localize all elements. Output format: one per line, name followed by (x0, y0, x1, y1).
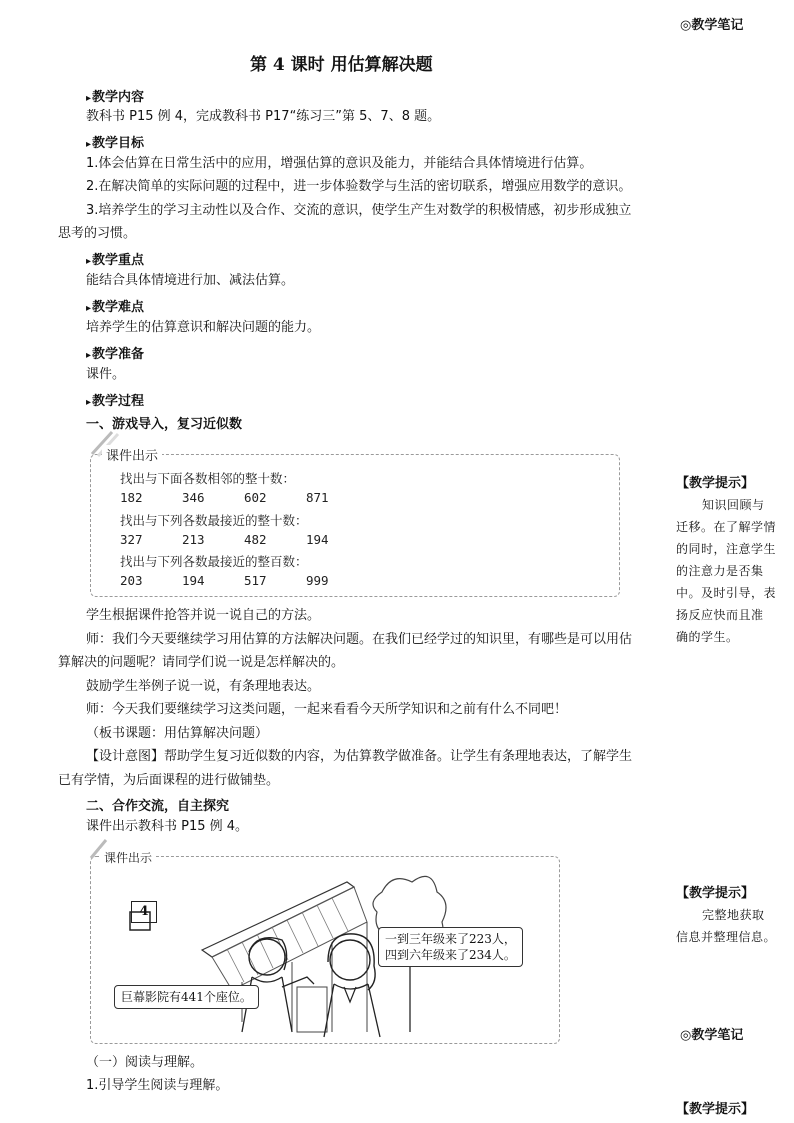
section-head-preparation: ▸ 教学准备 (86, 343, 144, 362)
part1-p2-line1: 师：我们今天要继续学习用估算的方法解决问题。在我们已经学过的知识里，有哪些是可以用估 (86, 632, 633, 647)
part2-heading: 二、合作交流，自主探究 (86, 799, 230, 814)
goal-2: 2.在解决简单的实际问题的过程中，进一步体验数学与生活的密切联系，增强应用数学的意识。 (86, 179, 632, 194)
tip-1-line: 迁移。在了解学情 (676, 520, 777, 534)
page-title: 第 4 课时 用估算解决题 (250, 55, 433, 75)
part1-heading: 一、游戏导入，复习近似数 (86, 417, 243, 432)
teaching-notes-header: ◎教学笔记 (680, 18, 744, 33)
goal-3-line-2: 思考的习惯。 (58, 226, 137, 241)
preparation-text: 课件。 (86, 367, 126, 382)
part1-p5: （板书课题：用估算解决问题） (86, 726, 269, 741)
speech-bubble-right (378, 927, 523, 967)
design-intent-line2: 已有学情，为后面课程的进行做铺垫。 (58, 773, 280, 788)
slide-box-2-label: 课件出示 (100, 849, 156, 866)
design-intent-line1: 【设计意图】帮助学生复习近似数的内容，为估算教学做准备。让学生有条理地表达，了解学生 (86, 749, 633, 764)
part2-p1: 课件出示教科书 P15 例 4。 (86, 819, 249, 834)
section-head-key: ▸ 教学重点 (86, 249, 144, 268)
number: 482 (244, 532, 267, 547)
number: 602 (244, 490, 267, 505)
tip-2-line: 信息并整理信息。 (676, 930, 777, 944)
number: 517 (244, 573, 267, 588)
numbers-row-1 (120, 490, 368, 505)
part1-p2-line2: 算解决的问题呢？请同学们说一说是怎样解决的。 (58, 655, 345, 670)
goal-3-line-1: 3.培养学生的学习主动性以及合作、交流的意识，使学生产生对数学的积极情感，初步形成独立 (86, 203, 632, 218)
tip-2-text (676, 904, 786, 948)
number: 871 (306, 490, 329, 505)
tip-1-line: 确的学生。 (676, 630, 739, 644)
number: 999 (306, 573, 329, 588)
slide-box-1-label: 课件出示 (102, 445, 162, 464)
content-text: 教科书 P15 例 4，完成教科书 P17“练习三”第 5、7、8 题。 (86, 109, 441, 124)
part2-sub2: 1.引导学生阅读与理解。 (86, 1078, 229, 1093)
tip-1-line: 扬反应快而且准 (676, 608, 764, 622)
part1-p3: 鼓励学生举例子说一说，有条理地表达。 (86, 679, 321, 694)
tip-1-text (676, 494, 776, 648)
bubble-right-line2: 四到六年级来了234人。 (385, 948, 516, 962)
numbers-row-2 (120, 532, 368, 547)
section-head-difficulty: ▸ 教学难点 (86, 296, 144, 315)
number: 346 (182, 490, 205, 505)
tip-3-heading: 【教学提示】 (676, 1102, 755, 1117)
tip-1-line: 知识回顾与 (702, 498, 765, 512)
section-head-goals: ▸ 教学目标 (86, 132, 144, 151)
key-text: 能结合具体情境进行加、减法估算。 (86, 273, 295, 288)
number: 203 (120, 573, 143, 588)
goal-1: 1.体会估算在日常生活中的应用，增强估算的意识及能力，并能结合具体情境进行估算。 (86, 156, 593, 171)
number: 182 (120, 490, 143, 505)
numbers-row-3 (120, 573, 368, 588)
part1-p1: 学生根据课件抢答并说一说自己的方法。 (86, 608, 321, 623)
part1-p4: 师：今天我们要继续学习这类问题，一起来看看今天所学知识和之前有什么不同吧！ (86, 702, 568, 717)
tip-2-line: 完整地获取 (702, 908, 765, 922)
part2-sub1: （一）阅读与理解。 (86, 1055, 204, 1070)
number: 327 (120, 532, 143, 547)
tip-1-line: 中。及时引导，表 (676, 586, 777, 600)
speech-bubble-left: 巨幕影院有441个座位。 (114, 985, 259, 1009)
number: 194 (182, 573, 205, 588)
difficulty-text: 培养学生的估算意识和解决问题的能力。 (86, 320, 321, 335)
section-head-content: ▸ 教学内容 (86, 86, 144, 105)
tip-2-heading: 【教学提示】 (676, 886, 755, 901)
tip-1-line: 的注意力是否集 (676, 564, 764, 578)
teaching-notes-marker: ◎教学笔记 (680, 1028, 744, 1043)
question-3: 找出与下列各数最接近的整百数： (120, 554, 308, 569)
tip-1-heading: 【教学提示】 (676, 476, 755, 491)
number: 194 (306, 532, 329, 547)
tip-1-line: 的同时，注意学生 (676, 542, 777, 556)
question-2: 找出与下列各数最接近的整十数： (120, 513, 308, 528)
example-number-badge: 4 (131, 901, 157, 923)
bubble-right-line1: 一到三年级来了223人， (385, 932, 516, 946)
section-head-process: ▸ 教学过程 (86, 390, 144, 409)
number: 213 (182, 532, 205, 547)
question-1: 找出与下面各数相邻的整十数： (120, 471, 296, 486)
